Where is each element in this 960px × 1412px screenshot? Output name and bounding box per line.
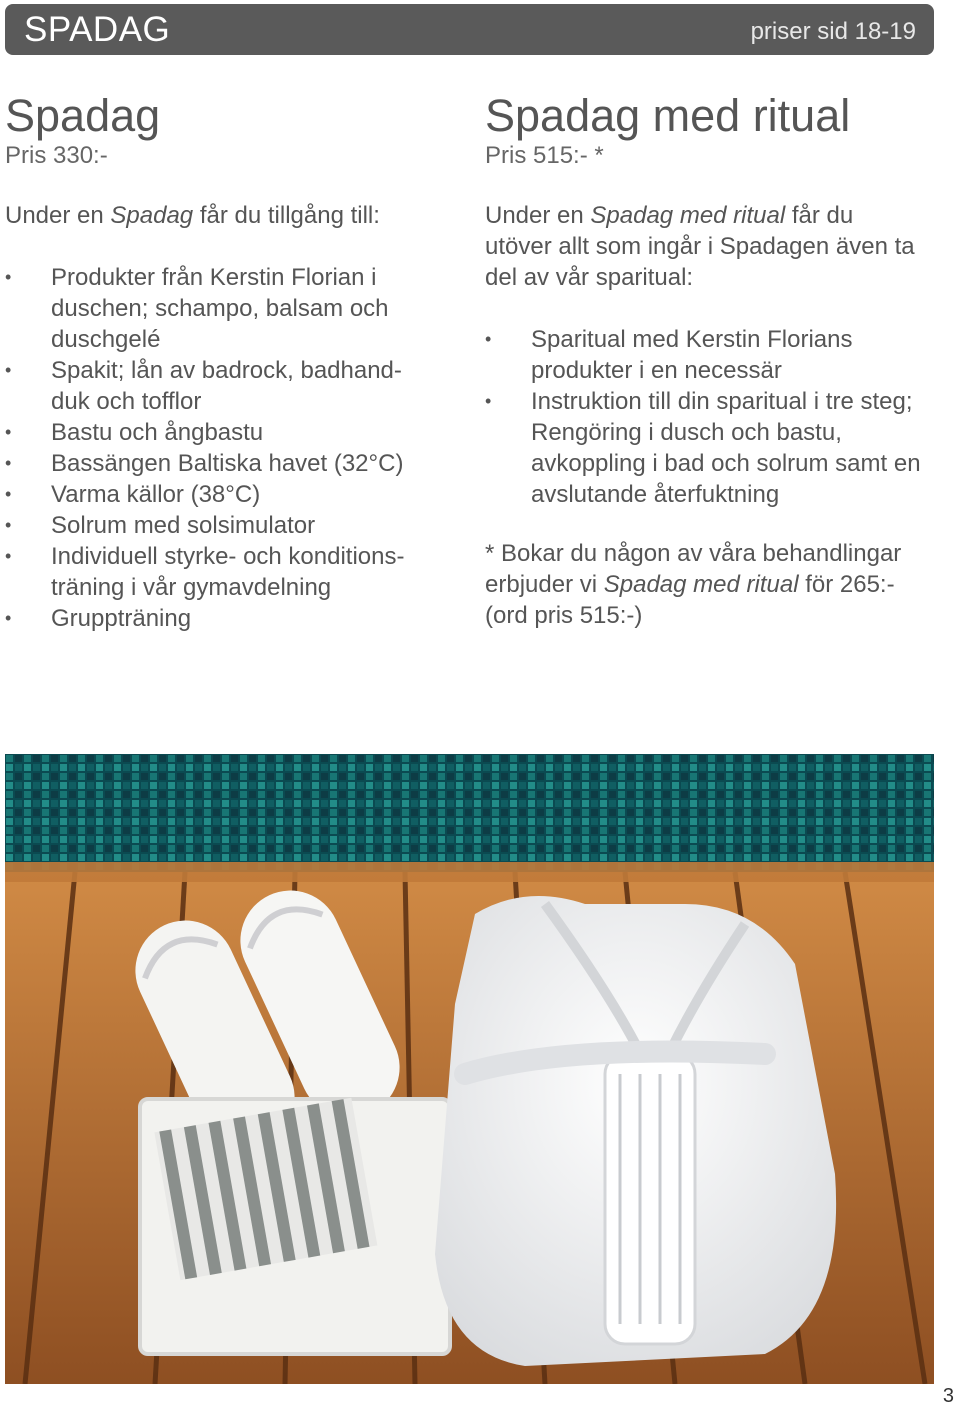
section-title: SPADAG <box>24 10 171 49</box>
intro-emphasis: Spadag <box>110 202 194 229</box>
list-item: • Varma källor (38°C) <box>5 479 455 510</box>
note-prefix: * Bokar du någon av våra behandlingar erbjuder vi <box>485 540 902 598</box>
list-item: • Bassängen Baltiska havet (32°C) <box>5 448 455 479</box>
bathrobe <box>435 896 836 1366</box>
spadag-heading: Spadag <box>5 90 161 141</box>
list-item: • Bastu och ångbastu <box>5 417 455 448</box>
list-item: • Spakit; lån av badrock, badhand-duk och tofflor <box>5 355 421 417</box>
page-number: 3 <box>942 1385 954 1407</box>
spadag-ritual-price: Pris 515:- * <box>485 142 604 169</box>
note-emphasis: Spadag med ritual <box>603 571 799 598</box>
intro-prefix: Under en <box>5 202 111 229</box>
list-item: • Sparitual med Kerstin Florians produkter i en necessär <box>485 324 891 386</box>
price-reference: priser sid 18-19 <box>750 18 916 45</box>
intro-prefix: Under en <box>485 202 591 229</box>
spadag-intro <box>5 200 475 231</box>
list-item: • Instruktion till din sparitual i tre steg; Rengöring i dusch och bastu, avkoppling i bad och solrum samt en avslutande återfuktning <box>485 386 931 510</box>
booking-note <box>485 538 940 631</box>
spadag-price: Pris 330:- <box>5 142 108 169</box>
intro-emphasis: Spadag med ritual <box>590 202 786 229</box>
intro-suffix: får du utöver allt som ingår i Spadagen även ta del av vår sparitual: <box>485 202 915 291</box>
section-header-bar <box>5 4 934 55</box>
spa-photo <box>5 754 934 1384</box>
spadag-ritual-intro <box>485 200 925 293</box>
spadag-ritual-heading: Spadag med ritual <box>485 90 851 141</box>
spa-photo-illustration <box>5 754 934 1384</box>
spadag-column <box>5 88 475 632</box>
list-item: • Produkter från Kerstin Florian i duschen; schampo, balsam och duschgelé <box>5 262 421 355</box>
list-item: • Gruppträning <box>5 603 455 634</box>
list-item: • Individuell styrke- och konditions-träning i vår gymavdelning <box>5 541 451 603</box>
list-item: • Solrum med solsimulator <box>5 510 455 541</box>
spadag-ritual-column <box>485 88 955 629</box>
spadag-includes-list <box>5 262 455 634</box>
intro-suffix: får du tillgång till: <box>193 202 380 229</box>
note-suffix: för 265:- (ord pris 515:-) <box>485 571 895 629</box>
ritual-includes-list <box>485 324 935 510</box>
